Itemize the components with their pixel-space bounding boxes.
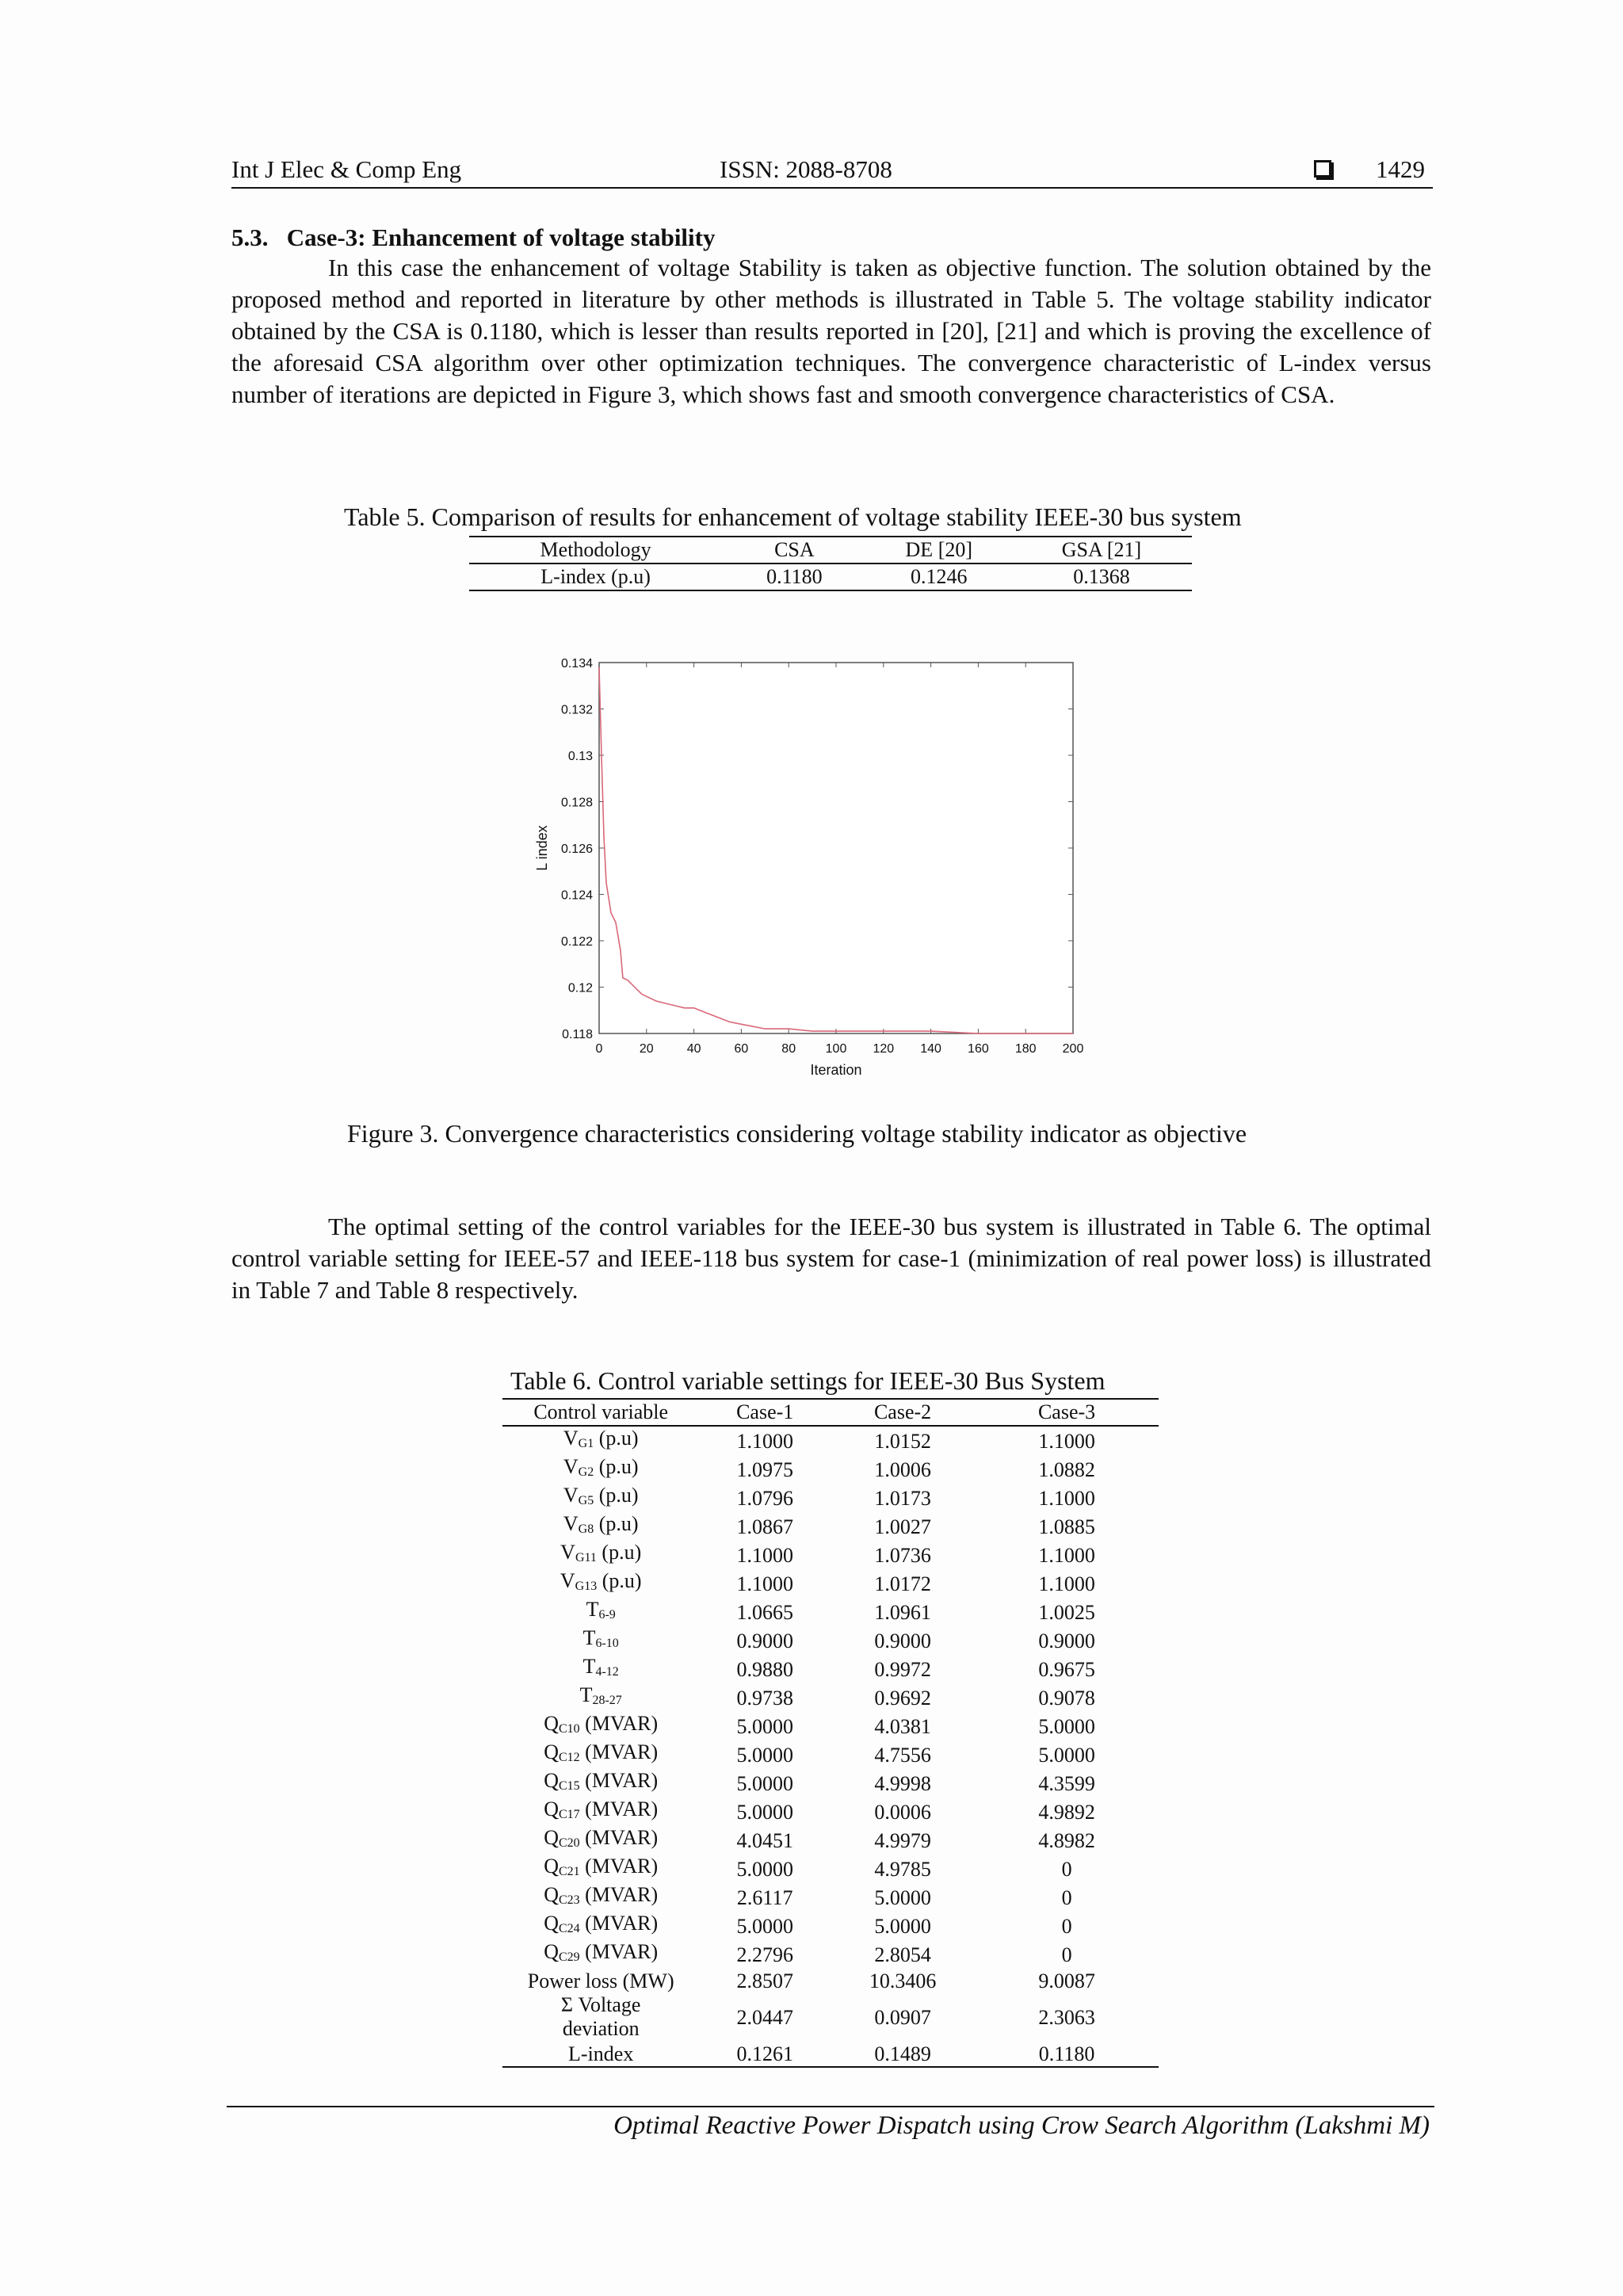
table-cell: 0.1368 — [1073, 565, 1130, 588]
table-cell: 5.0000 — [1038, 1714, 1095, 1738]
variable-subscript: C20 — [559, 1836, 580, 1850]
table-row — [502, 1512, 1159, 1541]
table-header-cell: GSA [21] — [1011, 537, 1192, 563]
table-cell: 0.9675 — [1038, 1657, 1095, 1681]
x-tick-label: 160 — [968, 1042, 989, 1056]
table-row — [502, 1655, 1159, 1683]
variable-unit: (MVAR) — [579, 1855, 659, 1878]
variable-subscript: C10 — [559, 1722, 580, 1736]
table-cell: 4.7556 — [874, 1743, 931, 1767]
table-cell: 4.3599 — [1038, 1771, 1095, 1795]
x-tick-label: 180 — [1014, 1042, 1037, 1056]
variable-symbol: V — [563, 1484, 579, 1507]
x-tick-label: 20 — [639, 1042, 654, 1056]
footer-text: Optimal Reactive Power Dispatch using Crow Search Algorithm (Lakshmi M) — [613, 2111, 1430, 2140]
variable-unit: (p.u) — [594, 1427, 639, 1450]
table-cell: 1.0027 — [874, 1515, 931, 1538]
table-cell: 1.1000 — [736, 1572, 793, 1595]
table-header-cell: Control variable — [502, 1399, 699, 1426]
x-tick-label: 0 — [595, 1042, 603, 1056]
variable-subscript: G2 — [578, 1465, 594, 1479]
table-cell: 2.3063 — [1038, 2005, 1095, 2029]
variable-symbol: Q — [544, 1712, 559, 1735]
table-row — [502, 1855, 1159, 1883]
table-cell: 4.9785 — [874, 1857, 931, 1881]
variable-symbol: Σ Voltage deviation — [560, 1993, 641, 2041]
header-rule — [231, 187, 1433, 189]
table-cell: 1.0152 — [874, 1429, 931, 1453]
table-row — [502, 2041, 1159, 2066]
table-row — [502, 1455, 1159, 1484]
table-cell: 5.0000 — [736, 1800, 793, 1824]
table-cell: L-index (p.u) — [540, 565, 651, 588]
table-cell: 5.0000 — [736, 1771, 793, 1795]
control-variable-cell — [502, 1912, 699, 1940]
table-row — [502, 1712, 1159, 1740]
control-variable-cell — [502, 1598, 699, 1626]
control-variable-cell — [502, 2041, 699, 2066]
table-cell: 0.1261 — [736, 2042, 793, 2065]
variable-subscript: 28-27 — [592, 1694, 622, 1707]
convergence-chart — [523, 642, 1109, 1086]
table-cell: 0.1489 — [874, 2042, 931, 2065]
table-cell: 0 — [1061, 1857, 1072, 1881]
y-tick-label: 0.134 — [560, 657, 593, 670]
y-tick-label: 0.12 — [567, 981, 593, 995]
hollow-square-icon — [1314, 160, 1331, 178]
table-cell: 2.2796 — [736, 1943, 793, 1966]
variable-symbol: Q — [544, 1883, 559, 1906]
table-header-row — [469, 537, 1192, 563]
variable-subscript: C15 — [559, 1779, 580, 1793]
table-header-cell: Methodology — [469, 537, 722, 563]
control-variable-cell — [502, 1426, 699, 1455]
table-6 — [502, 1398, 1159, 2068]
x-tick-label: 80 — [781, 1042, 796, 1056]
table-cell: 1.0882 — [1038, 1457, 1095, 1481]
table-cell: 0.9880 — [736, 1657, 793, 1681]
x-tick-label: 100 — [825, 1042, 847, 1056]
variable-symbol: V — [560, 1541, 575, 1564]
variable-unit: (p.u) — [594, 1512, 639, 1535]
variable-unit: (MVAR) — [579, 1826, 659, 1849]
variable-subscript: C17 — [559, 1808, 580, 1821]
table-row — [502, 1940, 1159, 1969]
table-header-cell: CSA — [722, 537, 866, 563]
table-row — [502, 1626, 1159, 1655]
paragraph-2: The optimal setting of the control variables for the IEEE-30 bus system is illustrated in Table 6. The optimal control variable setting for IEEE-57 and IEEE-118 bus system for case-1 (minimization of real power loss) is illustrated in Table 7 and Table 8 respectively. — [231, 1213, 1431, 1304]
variable-unit: (MVAR) — [579, 1940, 659, 1963]
table-header-cell: Case-1 — [699, 1399, 831, 1426]
table-row — [502, 1740, 1159, 1769]
table-header-cell: DE [20] — [867, 537, 1011, 563]
table-cell: 1.1000 — [1038, 1572, 1095, 1595]
table-cell: 5.0000 — [736, 1743, 793, 1767]
variable-subscript: 6-10 — [595, 1637, 619, 1650]
table-cell: 9.0087 — [1038, 1969, 1095, 1993]
control-variable-cell — [502, 1855, 699, 1883]
table-cell: 1.0736 — [874, 1543, 931, 1567]
plot-frame — [599, 663, 1073, 1033]
variable-symbol: L-index — [568, 2042, 634, 2065]
variable-symbol: Q — [544, 1855, 559, 1878]
control-variable-cell — [502, 1541, 699, 1569]
variable-subscript: C24 — [559, 1922, 580, 1935]
y-tick-label: 0.126 — [560, 842, 593, 856]
table-header-cell: Case-2 — [831, 1399, 975, 1426]
variable-subscript: G8 — [578, 1522, 594, 1536]
table-row — [502, 1912, 1159, 1940]
journal-name: Int J Elec & Comp Eng — [231, 155, 462, 183]
section-heading: 5.3. Case-3: Enhancement of voltage stability — [231, 223, 716, 251]
table-cell: 1.0172 — [874, 1572, 931, 1595]
variable-symbol: T — [579, 1683, 593, 1706]
table-cell: 1.0173 — [874, 1486, 931, 1510]
table-row — [502, 1541, 1159, 1569]
table-cell: 1.1000 — [736, 1543, 793, 1567]
y-tick-label: 0.124 — [560, 888, 593, 903]
variable-unit: (MVAR) — [579, 1797, 659, 1820]
table-cell: 0.1180 — [766, 565, 823, 588]
variable-unit: (p.u) — [597, 1569, 642, 1592]
variable-symbol: Q — [544, 1769, 559, 1792]
variable-unit: (p.u) — [594, 1455, 639, 1478]
table-cell: 4.9998 — [874, 1771, 931, 1795]
table-cell: 1.1000 — [1038, 1429, 1095, 1453]
y-tick-label: 0.118 — [562, 1028, 593, 1041]
variable-unit: (MVAR) — [579, 1912, 659, 1935]
control-variable-cell — [502, 1993, 699, 2041]
variable-symbol: T — [586, 1598, 599, 1621]
x-tick-label: 200 — [1062, 1042, 1084, 1056]
table-cell: 1.0665 — [736, 1600, 793, 1624]
table-row — [502, 1426, 1159, 1455]
variable-subscript: C21 — [559, 1865, 580, 1878]
table-header-cell: Case-3 — [975, 1399, 1159, 1426]
table-cell: 5.0000 — [736, 1714, 793, 1738]
table-cell: 1.0006 — [874, 1457, 931, 1481]
variable-symbol: Q — [544, 1940, 559, 1963]
control-variable-cell — [502, 1826, 699, 1855]
footer-rule — [227, 2106, 1434, 2107]
table-cell: 0.0006 — [874, 1800, 931, 1824]
x-tick-label: 140 — [920, 1042, 941, 1056]
variable-subscript: C12 — [559, 1751, 580, 1764]
table-cell: 0 — [1061, 1914, 1072, 1938]
table-cell: 0.1180 — [1038, 2042, 1095, 2065]
variable-symbol: Q — [544, 1826, 559, 1849]
table-cell: 1.1000 — [736, 1429, 793, 1453]
variable-unit: (p.u) — [594, 1484, 639, 1507]
table-cell: 4.9979 — [874, 1828, 931, 1852]
table-cell: 0.9972 — [874, 1657, 931, 1681]
control-variable-cell — [502, 1712, 699, 1740]
variable-subscript: G5 — [578, 1494, 594, 1507]
table-row — [469, 563, 1192, 590]
table-row — [502, 1769, 1159, 1797]
table-cell: 10.3406 — [869, 1969, 937, 1993]
table5-caption: Table 5. Comparison of results for enhancement of voltage stability IEEE-30 bus system — [344, 502, 1242, 531]
table-row — [502, 1826, 1159, 1855]
page-number: 1429 — [1376, 155, 1425, 183]
control-variable-cell — [502, 1969, 699, 1993]
x-tick-label: 60 — [734, 1042, 749, 1056]
table-cell: 1.1000 — [1038, 1486, 1095, 1510]
table-cell: 5.0000 — [1038, 1743, 1095, 1767]
table-cell: 0.0907 — [874, 2005, 931, 2029]
table-row — [502, 1883, 1159, 1912]
table-cell: 1.0885 — [1038, 1515, 1095, 1538]
variable-symbol: V — [563, 1455, 579, 1478]
table-cell: 4.0381 — [874, 1714, 931, 1738]
variable-subscript: C29 — [559, 1950, 580, 1964]
table-cell: 0.1246 — [911, 565, 968, 588]
x-tick-label: 120 — [873, 1042, 895, 1056]
variable-unit: (MVAR) — [579, 1769, 659, 1792]
table-row — [502, 1969, 1159, 1993]
control-variable-cell — [502, 1512, 699, 1541]
y-tick-label: 0.132 — [560, 703, 593, 717]
y-tick-label: 0.122 — [560, 935, 593, 949]
paragraph-1: In this case the enhancement of voltage Stability is taken as objective function. The solution obtained by the proposed method and reported in literature by other methods is illustrated in Table 5. The voltage stability indicator obtained by the CSA is 0.1180, which is lesser than results reported in [20], [21] and which is proving the excellence of the aforesaid CSA algorithm over other optimization techniques. The convergence characteristic of L-index versus number of iterations are depicted in Figure 3, which shows fast and smooth convergence characteristics of CSA. — [231, 254, 1431, 408]
control-variable-cell — [502, 1569, 699, 1598]
table-cell: 4.0451 — [736, 1828, 793, 1852]
table-cell: 5.0000 — [874, 1885, 931, 1909]
variable-subscript: G11 — [575, 1551, 597, 1564]
variable-subscript: C23 — [559, 1893, 580, 1907]
control-variable-cell — [502, 1740, 699, 1769]
variable-symbol: Q — [544, 1912, 559, 1935]
control-variable-cell — [502, 1683, 699, 1712]
variable-unit: (MVAR) — [579, 1883, 659, 1906]
table-5 — [469, 536, 1192, 591]
table-cell: 2.0447 — [736, 2005, 793, 2029]
y-tick-label: 0.128 — [560, 796, 593, 810]
variable-symbol: V — [563, 1427, 579, 1450]
control-variable-cell — [502, 1626, 699, 1655]
variable-symbol: Q — [544, 1797, 559, 1820]
table-cell: 0.9000 — [874, 1629, 931, 1652]
table-cell: 0.9000 — [1038, 1629, 1095, 1652]
variable-subscript: G1 — [578, 1437, 594, 1450]
table-cell: 0.9692 — [874, 1686, 931, 1710]
variable-unit: (p.u) — [596, 1541, 642, 1564]
table-cell: 1.1000 — [1038, 1543, 1095, 1567]
table-cell: 2.8507 — [736, 1969, 793, 1993]
table-cell: 5.0000 — [736, 1857, 793, 1881]
table-row — [502, 1797, 1159, 1826]
table-row — [502, 1683, 1159, 1712]
table-cell: 5.0000 — [874, 1914, 931, 1938]
control-variable-cell — [502, 1769, 699, 1797]
table-cell: 2.6117 — [736, 1885, 793, 1909]
table-cell: 0.9000 — [736, 1629, 793, 1652]
variable-symbol: Power loss (MW) — [527, 1969, 674, 1993]
table-cell: 2.8054 — [874, 1943, 931, 1966]
table-cell: 1.0867 — [736, 1515, 793, 1538]
variable-symbol: V — [563, 1512, 579, 1535]
control-variable-cell — [502, 1484, 699, 1512]
table-cell: 0.9738 — [736, 1686, 793, 1710]
variable-subscript: 6-9 — [598, 1608, 616, 1622]
figure3-caption: Figure 3. Convergence characteristics considering voltage stability indicator as objective — [347, 1119, 1247, 1148]
x-tick-label: 40 — [686, 1042, 701, 1056]
control-variable-cell — [502, 1655, 699, 1683]
x-axis-label: Iteration — [810, 1062, 862, 1078]
table-cell: 0.9078 — [1038, 1686, 1095, 1710]
variable-unit: (MVAR) — [579, 1712, 659, 1735]
issn: ISSN: 2088-8708 — [720, 155, 892, 183]
variable-symbol: T — [582, 1626, 596, 1649]
table-cell: 1.0961 — [874, 1600, 931, 1624]
table-cell: 5.0000 — [736, 1914, 793, 1938]
table-header-row — [502, 1399, 1159, 1426]
table-row — [502, 1484, 1159, 1512]
y-tick-label: 0.13 — [567, 750, 593, 763]
variable-unit: (MVAR) — [579, 1740, 659, 1763]
table-cell: 0 — [1061, 1885, 1072, 1909]
table-cell: 4.9892 — [1038, 1800, 1095, 1824]
table-cell: 0 — [1061, 1943, 1072, 1966]
table-row — [502, 1993, 1159, 2041]
table-cell: 1.0796 — [736, 1486, 793, 1510]
table6-caption: Table 6. Control variable settings for IEEE-30 Bus System — [510, 1366, 1106, 1395]
control-variable-cell — [502, 1940, 699, 1969]
table-cell: 1.0025 — [1038, 1600, 1095, 1624]
control-variable-cell — [502, 1797, 699, 1826]
table-row — [502, 1598, 1159, 1626]
table-row — [502, 1569, 1159, 1598]
figure-3 — [523, 642, 1109, 1086]
table-cell: 1.0975 — [736, 1457, 793, 1481]
table-cell: 4.8982 — [1038, 1828, 1095, 1852]
variable-subscript: 4-12 — [595, 1665, 619, 1679]
control-variable-cell — [502, 1455, 699, 1484]
variable-symbol: T — [582, 1655, 596, 1678]
variable-symbol: V — [559, 1569, 575, 1592]
variable-subscript: G13 — [575, 1580, 598, 1593]
variable-symbol: Q — [544, 1740, 559, 1763]
control-variable-cell — [502, 1883, 699, 1912]
y-axis-label: L index — [534, 825, 550, 871]
